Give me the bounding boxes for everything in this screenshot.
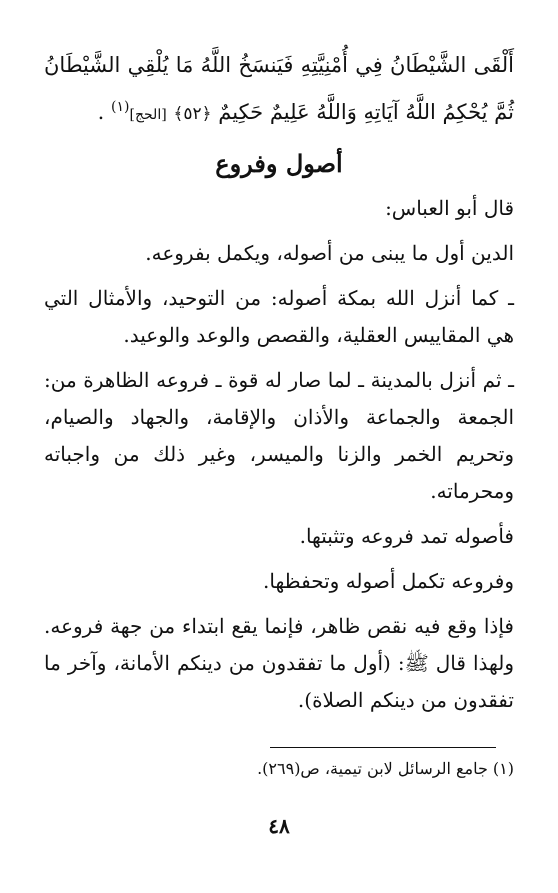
verse-end-period: . xyxy=(97,100,105,124)
quran-verse xyxy=(44,44,514,130)
paragraph-branches: وفروعه تكمل أصوله وتحفظها. xyxy=(263,569,514,593)
paragraph-roots: فأصوله تمد فروعه وتثبتها. xyxy=(299,524,514,548)
paragraph-religion: الدين أول ما يبنى من أصوله، ويكمل بفروعه. xyxy=(145,241,514,265)
paragraph-makkah: ـ كما أنزل الله بمكة أصوله: من التوحيد، والأمثال التي هي المقاييس العقلية، والقصص والوعد والوعيد. xyxy=(44,286,514,347)
footnote: (١) جامع الرسائل لابن تيمية، ص(٢٦٩). xyxy=(257,759,514,778)
paragraph-madinah: ـ ثم أنزل بالمدينة ـ لما صار له قوة ـ فروعه الظاهرة من: الجمعة والجماعة والأذان والإقامة، والجهاد والصيام، وتحريم الخمر والزنا والميسر، وغير ذلك من واجباته ومحرماته. xyxy=(44,368,514,503)
surah-reference: [الحج] xyxy=(129,107,167,123)
footnote-divider xyxy=(270,747,496,748)
paragraph-hadith: فإذا وقع فيه نقص ظاهر، فإنما يقع ابتداء من جهة فروعه. ولهذا قال ﷺ: (أول ما تفقدون من دينكم الأمانة، وآخر ما تفقدون من دينكم الصلاة). xyxy=(44,614,514,712)
paragraph-intro: قال أبو العباس: xyxy=(385,196,514,220)
page-body xyxy=(44,44,514,719)
footnote-marker: (١) xyxy=(111,99,130,115)
section-heading: أصول وفروع xyxy=(215,149,343,178)
verse-text: أَلْقَى الشَّيْطَانُ فِي أُمْنِيَّتِهِ فَيَنسَخُ اللَّهُ مَا يُلْقِي الشَّيْطَانُ ثُمَّ يُحْكِمُ اللَّهُ آيَاتِهِ وَاللَّهُ عَلِيمٌ حَكِيمٌ xyxy=(44,53,514,124)
ayah-number-mark: ﴿٥٢﴾ xyxy=(173,104,212,124)
page-number: ٤٨ xyxy=(268,814,290,838)
